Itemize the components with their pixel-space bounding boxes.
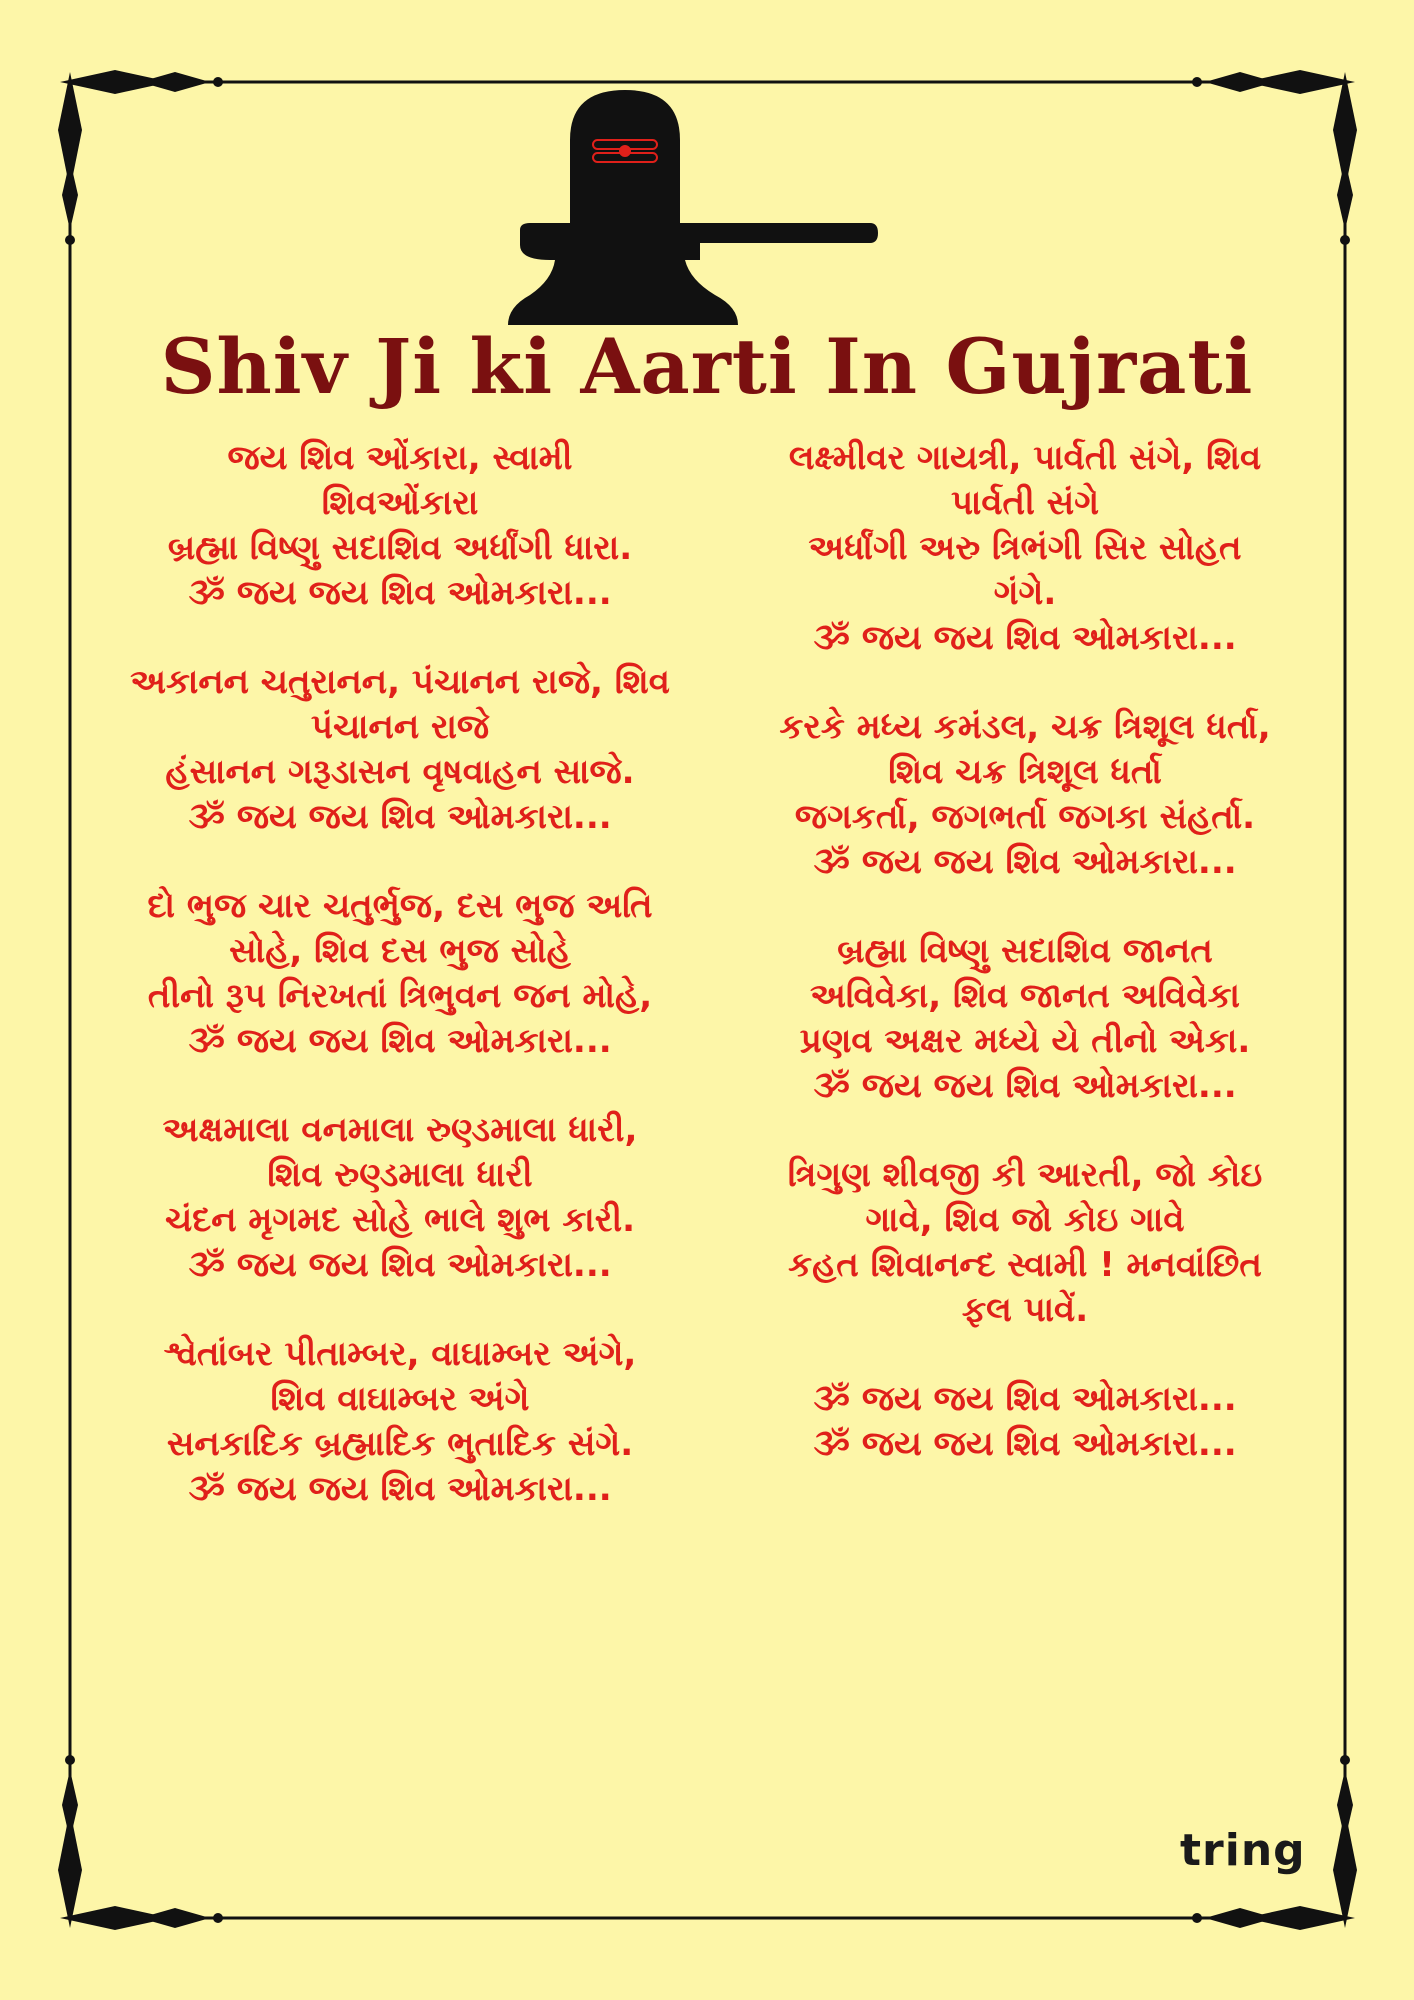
- verse-line: શિવઓંકારા: [321, 483, 479, 523]
- verse-line: અવિવેકા, શિવ જાનત અવિવેકા: [810, 976, 1240, 1016]
- verse-line: તીનો રૂપ નિરખતાં ત્રિભુવન જન મોહે,: [147, 976, 653, 1016]
- verse-line: ૐ જય જય શિવ ઓમકારા...: [188, 797, 612, 837]
- shivling-icon: [500, 85, 880, 325]
- verse: [725, 929, 1325, 1109]
- verse: [725, 705, 1325, 885]
- verse-line: કહત શિવાનન્દ સ્વામી ! મનવાંછિત: [788, 1245, 1262, 1285]
- verse-line: ત્રિગુણ શીવજી કી આરતી, જો કોઇ: [787, 1155, 1263, 1195]
- left-column: [100, 436, 700, 1556]
- verse-line: ગંગે.: [993, 573, 1057, 613]
- right-column: [725, 436, 1325, 1511]
- verse-line: લક્ષ્મીવર ગાયત્રી, પાર્વતી સંગે, શિવ: [788, 438, 1262, 478]
- verse-line: બ્રહ્મા વિષ્ણુ સદાશિવ અર્ધાંગી ધારા.: [167, 528, 633, 568]
- verse: [100, 436, 700, 616]
- verse-line: સોહે, શિવ દસ ભુજ સોહે: [229, 931, 571, 971]
- verse-line: શિવ ચક્ર ત્રિશૂલ ધર્તા: [888, 752, 1162, 792]
- verse-line: પ્રણવ અક્ષર મધ્યે યે તીનો એકા.: [799, 1021, 1251, 1061]
- verse-line: પાર્વતી સંગે: [950, 483, 1100, 523]
- verse: [100, 1108, 700, 1288]
- verse: [725, 1377, 1325, 1467]
- verse-line: ફલ પાવેં.: [961, 1290, 1089, 1330]
- verse-line: જય શિવ ઓંકારા, સ્વામી: [227, 438, 573, 478]
- corner-ornament-top-left: [58, 70, 223, 245]
- verse-line: ૐ જય જય શિવ ઓમકારા...: [813, 1424, 1237, 1464]
- verse-line: ૐ જય જય શિવ ઓમકારા...: [813, 618, 1237, 658]
- verse-line: ૐ જય જય શિવ ઓમકારા...: [188, 1469, 612, 1509]
- verse-line: દો ભુજ ચાર ચતુર્ભુજ, દસ ભુજ અતિ: [147, 886, 653, 926]
- verse-line: બ્રહ્મા વિષ્ણુ સદાશિવ જાનત: [837, 931, 1213, 971]
- verse: [100, 884, 700, 1064]
- verse: [100, 1332, 700, 1512]
- verse-line: ૐ જય જય શિવ ઓમકારા...: [813, 1379, 1237, 1419]
- corner-ornament-bottom-left: [58, 1755, 223, 1930]
- verse-line: અકાનન ચતુરાનન, પંચાનન રાજે, શિવ: [130, 662, 670, 702]
- verse-line: અક્ષમાલા વનમાલા રુણ્ડમાલા ધારી,: [162, 1110, 638, 1150]
- verse-line: પંચાનન રાજે: [310, 707, 490, 747]
- verse-line: શિવ વાઘામ્બર અંગે: [270, 1379, 530, 1419]
- verse-line: શિવ રુણ્ડમાલા ધારી: [267, 1155, 533, 1195]
- verse-line: ગાવે, શિવ જો કોઇ ગાવે: [865, 1200, 1185, 1240]
- brand-logo: tring: [1180, 1825, 1306, 1876]
- verse-line: ૐ જય જય શિવ ઓમકારા...: [188, 573, 612, 613]
- verse-line: સનકાદિક બ્રહ્માદિક ભુતાદિક સંગે.: [166, 1424, 634, 1464]
- verse: [725, 1153, 1325, 1333]
- verse-line: હંસાનન ગરૂડાસન વૃષવાહન સાજે.: [165, 752, 635, 792]
- verse-line: અર્ધાંગી અરુ ત્રિભંગી સિર સોહત: [808, 528, 1242, 568]
- verse-line: કરકે મધ્ય કમંડલ, ચક્ર ત્રિશૂલ ધર્તા,: [779, 707, 1271, 747]
- verse-line: ૐ જય જય શિવ ઓમકારા...: [813, 842, 1237, 882]
- verse-line: ૐ જય જય શિવ ઓમકારા...: [188, 1021, 612, 1061]
- verse-line: ૐ જય જય શિવ ઓમકારા...: [813, 1066, 1237, 1106]
- verse-line: શ્વેતાંબર પીતામ્બર, વાઘામ્બર અંગે,: [163, 1334, 637, 1374]
- verse: [100, 660, 700, 840]
- verse-line: ચંદન મૃગમદ સોહે ભાલે શુભ કારી.: [165, 1200, 635, 1240]
- verse-line: ૐ જય જય શિવ ઓમકારા...: [188, 1245, 612, 1285]
- page-title: Shiv Ji ki Aarti In Gujrati: [160, 322, 1254, 411]
- corner-ornament-top-right: [1192, 70, 1357, 245]
- verse: [725, 436, 1325, 661]
- verse-line: જગકર્તા, જગભર્તા જગકા સંહર્તા.: [794, 797, 1256, 837]
